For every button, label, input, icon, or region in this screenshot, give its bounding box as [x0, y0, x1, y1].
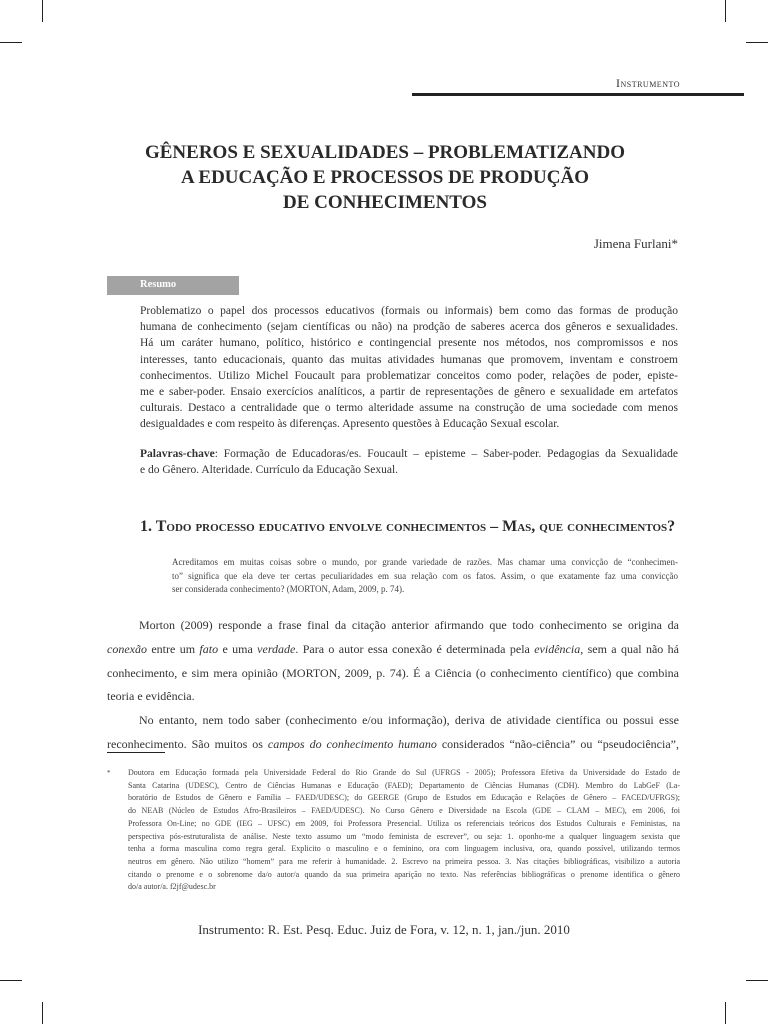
body-fragment: entre um: [146, 641, 200, 656]
quote-line: Acreditamos em muitas coisas sobre o mundo, por grande variedade de razões. Mas chamar uma convicção de “conhecimen-: [172, 557, 678, 567]
italic-term: fato: [199, 641, 219, 656]
footnote-line: tenha a forma masculina como regra geral. Explicito o masculino e o feminino, ora com linguagem inclusiva, ora, quando possível, utilizando termos: [128, 844, 680, 854]
body-line: [107, 638, 679, 662]
italic-term: campos do conhecimento humano: [267, 736, 437, 751]
running-head-rule: [412, 93, 744, 96]
body-line: [107, 733, 679, 757]
footnote-line: do/a autor/a. f2jf@udesc.br: [128, 882, 216, 892]
body-text: [107, 614, 679, 757]
running-head: Instrumento: [615, 76, 680, 90]
body-fragment: e uma: [218, 641, 258, 656]
keywords-text: : Formação de Educadoras/es. Foucault – episteme – Saber-poder. Pedagogias da Sexualidade: [214, 448, 678, 460]
article-title: [90, 140, 680, 215]
abstract-line: conhecimentos. Utilizo Michel Foucault para problematizar conceitos como poder, relações de poder, episte-: [140, 369, 678, 382]
footnote-line: Santa Catarina (UDESC), Centro de Ciências Humanas e Educação (FAED); Departamento de Ciências Humanas (CDH). Membro do LabGeF (La-: [128, 780, 680, 790]
keywords: [140, 446, 678, 478]
body-line: Morton (2009) responde a frase final da citação anterior afirmando que todo conhecimento se origina da: [139, 618, 679, 632]
footnote-text: [128, 767, 680, 894]
crop-mark: [42, 1002, 43, 1024]
crop-mark: [725, 1002, 726, 1024]
abstract-line: humana de conhecimento (sejam científicas ou não) na prodção de saberes acerca dos gêneros e sexualidades.: [140, 321, 678, 334]
journal-citation-footer: Instrumento: R. Est. Pesq. Educ. Juiz de Fora, v. 12, n. 1, jan./jun. 2010: [198, 922, 570, 937]
title-line: A EDUCAÇÃO E PROCESSOS DE PRODUÇÃO: [180, 167, 590, 188]
footnote-line: neutros em gênero. Não utilizo “homem” para me referir à humanidade. 2. Escrevo na primeira pessoa. 3. Nas citações bibliográficas, visibilizo a autoria: [128, 856, 680, 866]
body-fragment: reconhecimento. São muitos os: [107, 736, 268, 751]
abstract-line: desigualdades e com respeito às diferenças. Apresento questões à Educação Sexual escolar.: [140, 418, 560, 431]
body-line: conhecimento, e sim mera opinião (MORTON, 2009, p. 74). É a Ciência (o conhecimento científico) que combina: [107, 665, 679, 680]
body-fragment: considerados “não-ciência” ou “pseudociência”,: [436, 736, 679, 751]
footnote-line: boratório de Estudos de Gênero e Família – FAED/UDESC); do GEERGE (Grupo de Estudos em Educação e Relações de Gênero – FACED/UFRGS);: [128, 793, 680, 803]
quote-line: ser considerada conhecimento? (MORTON, Adam, 2009, p. 74).: [172, 584, 405, 594]
crop-mark: [0, 42, 22, 43]
crop-mark: [725, 0, 726, 22]
footnote-line: Doutora em Educação formada pela Universidade Federal do Rio Grande do Sul (UFRGS - 2005); Professora Efetiva da Universidade do Estado de: [128, 768, 680, 777]
block-quote: [172, 556, 678, 597]
section-heading: 1. Todo processo educativo envolve conhecimentos – Mas, que conhecimentos?: [140, 518, 676, 535]
crop-mark: [42, 0, 43, 22]
crop-mark: [746, 42, 768, 43]
italic-term: verdade: [257, 641, 296, 656]
title-line: DE CONHECIMENTOS: [283, 192, 487, 213]
footnote-mark: *: [107, 769, 111, 777]
abstract-line: interesses, tanto educacionais, quanto das muitas atividades humanas que promovem, inventam e constroem: [140, 353, 678, 366]
abstract-line: Problematizo o papel dos processos educativos (formais ou informais) bem como das formas de produção: [140, 305, 678, 317]
abstract-line: me e saber-poder. Ensaio exercícios analíticos, a partir de representações de gênero e sexualidade em artefatos: [140, 386, 678, 399]
title-line: GÊNEROS E SEXUALIDADES – PROBLEMATIZANDO: [144, 142, 625, 163]
keywords-line: e do Gênero. Alteridade. Currículo da Educação Sexual.: [140, 464, 399, 476]
keywords-label: Palavras-chave: [140, 448, 215, 460]
abstract-line: Há um caráter humano, político, histórico e contingencial presente nos métodos, nos compromissos e nos: [140, 337, 678, 350]
abstract-text: [140, 303, 678, 433]
crop-mark: [746, 980, 768, 981]
body-line: teoria e evidência.: [107, 689, 195, 704]
footnote-line: perspectiva pós-estruturalista de análise. Neste texto assumo um “modo feminista de escrever”, ou seja: 1. oponho-me a qualquer linguagem sexista que: [128, 831, 680, 841]
quote-line: to” significa que ela deve ter certas peculiaridades em sua relação com os fatos. Assim, o que exatamente faz uma convicção: [172, 570, 678, 581]
footnote-line: do NEAB (Núcleo de Estudos Afro-Brasileiros – FAED/UDESC). No Curso Gênero e Diversidade na Escola (GDE – CLAM – MEC), em 2006, foi: [128, 806, 680, 816]
footnote-line: Professora On-Line; no GDE (IEG – UFSC) em 2009, foi Professora Presencial. Utiliza os referenciais teóricos dos Estudos Culturais e Feministas, na: [128, 818, 680, 828]
italic-term: conexão: [107, 641, 147, 656]
crop-mark: [0, 980, 22, 981]
footnote-line: citando o prenome e o sobrenome da/o autor/a quando da sua primeira aparição no texto. Nas referências bibliográficas o prenome identifica o gênero: [128, 869, 680, 879]
abstract-label: Resumo: [107, 276, 239, 295]
italic-term: evidência: [534, 641, 581, 656]
author-name: Jimena Furlani*: [593, 236, 678, 251]
footnote-rule: [107, 752, 165, 753]
body-fragment: , sem a qual não há: [580, 641, 679, 656]
abstract-line: culturais. Destaco a centralidade que o termo alteridade assume na construção de uma sociedade com menos: [140, 402, 678, 415]
footnote: [107, 767, 680, 894]
body-fragment: . Para o autor essa conexão é determinada pela: [295, 641, 535, 656]
body-line: No entanto, nem todo saber (conhecimento e/ou informação), deriva de atividade científica ou possui esse: [139, 713, 679, 728]
keywords-line: [140, 446, 678, 462]
